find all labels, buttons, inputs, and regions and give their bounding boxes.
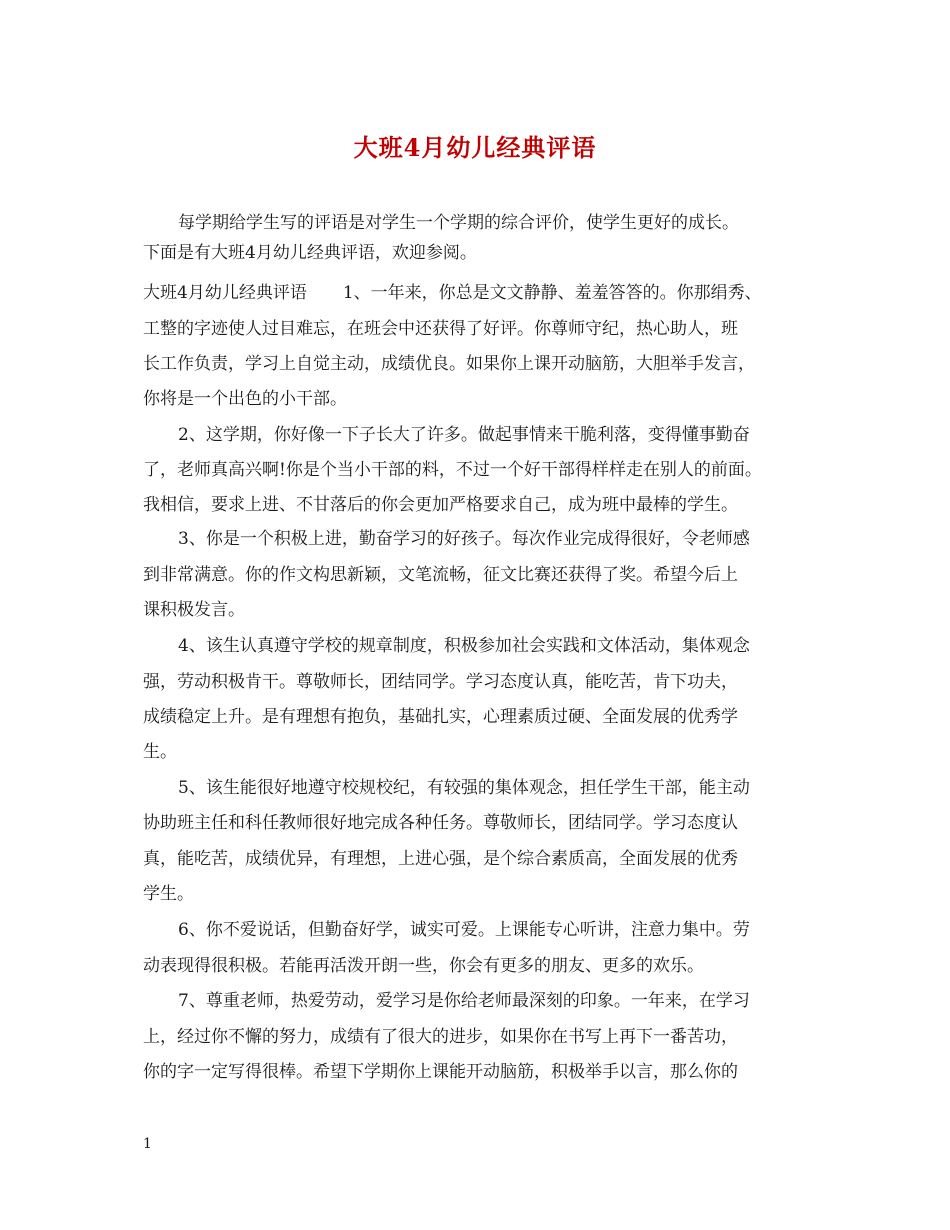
paragraph-line: 每学期给学生写的评语是对学生一个学期的综合评价，使学生更好的成长。: [178, 213, 739, 233]
paragraph-line: 强，劳动积极肯干。尊敬师长，团结同学。学习态度认真，能吃苦，肯下功夫，: [143, 672, 738, 692]
paragraph-line: 长工作负责，学习上自觉主动，成绩优良。如果你上课开动脑筋，大胆举手发言，: [143, 354, 755, 374]
paragraph-line: 7、尊重老师，热爱劳动，爱学习是你给老师最深刻的印象。一年来，在学习: [178, 991, 750, 1011]
paragraph-line: 2、这学期，你好像一下子长大了许多。做起事情来干脆利落，变得懂事勤奋: [178, 425, 750, 445]
paragraph-line: 学生。: [143, 884, 194, 904]
paragraph-line: 生。: [143, 742, 177, 762]
paragraph-line-with-heading: [143, 279, 762, 307]
paragraph-line: 6、你不爱说话，但勤奋好学，诚实可爱。上课能专心听讲，注意力集中。劳: [178, 920, 750, 940]
paragraph-line: 动表现得很积极。若能再活泼开朗一些，你会有更多的朋友、更多的欢乐。: [143, 956, 704, 976]
document-title: 大班4月幼儿经典评语: [353, 133, 597, 162]
page-number: 1: [143, 1136, 152, 1152]
paragraph-line: 了，老师真高兴啊!你是个当小干部的料，不过一个好干部得样样走在别人的前面。: [143, 460, 762, 480]
paragraph-line: 课积极发言。: [143, 600, 245, 620]
paragraph-text: 1、一年来，你总是文文静静、羞羞答答的。你那绢秀、: [342, 283, 762, 303]
paragraph-line: 工整的字迹使人过目难忘，在班会中还获得了好评。你尊师守纪，热心助人，班: [143, 319, 738, 339]
paragraph-line: 你将是一个出色的小干部。: [143, 389, 347, 409]
paragraph-line: 成绩稳定上升。是有理想有抱负，基础扎实，心理素质过硬、全面发展的优秀学: [143, 707, 738, 727]
paragraph-line: 到非常满意。你的作文构思新颖，文笔流畅，征文比赛还获得了奖。希望今后上: [143, 565, 738, 585]
paragraph-line: 你的字一定写得很棒。希望下学期你上课能开动脑筋，积极举手以言，那么你的: [143, 1062, 738, 1082]
paragraph-line: 真，能吃苦，成绩优异，有理想，上进心强，是个综合素质高，全面发展的优秀: [143, 849, 738, 869]
paragraph-line: 3、你是一个积极上进，勤奋学习的好孩子。每次作业完成得很好，令老师感: [178, 529, 750, 549]
paragraph-line: 我相信，要求上进、不甘落后的你会更加严格要求自己，成为班中最棒的学生。: [143, 495, 738, 515]
paragraph-line: 5、该生能很好地遵守校规校纪，有较强的集体观念，担任学生干部，能主动: [178, 778, 750, 798]
inline-heading: 大班4月幼儿经典评语: [143, 283, 307, 303]
paragraph-line: 4、该生认真遵守学校的规章制度，积极参加社会实践和文体活动，集体观念: [178, 636, 750, 656]
paragraph-line: 下面是有大班4月幼儿经典评语，欢迎参阅。: [143, 243, 477, 263]
paragraph-line: 协助班主任和科任教师很好地完成各种任务。尊敬师长，团结同学。学习态度认: [143, 813, 738, 833]
paragraph-line: 上，经过你不懈的努力，成绩有了很大的进步，如果你在书写上再下一番苦功，: [143, 1027, 738, 1047]
